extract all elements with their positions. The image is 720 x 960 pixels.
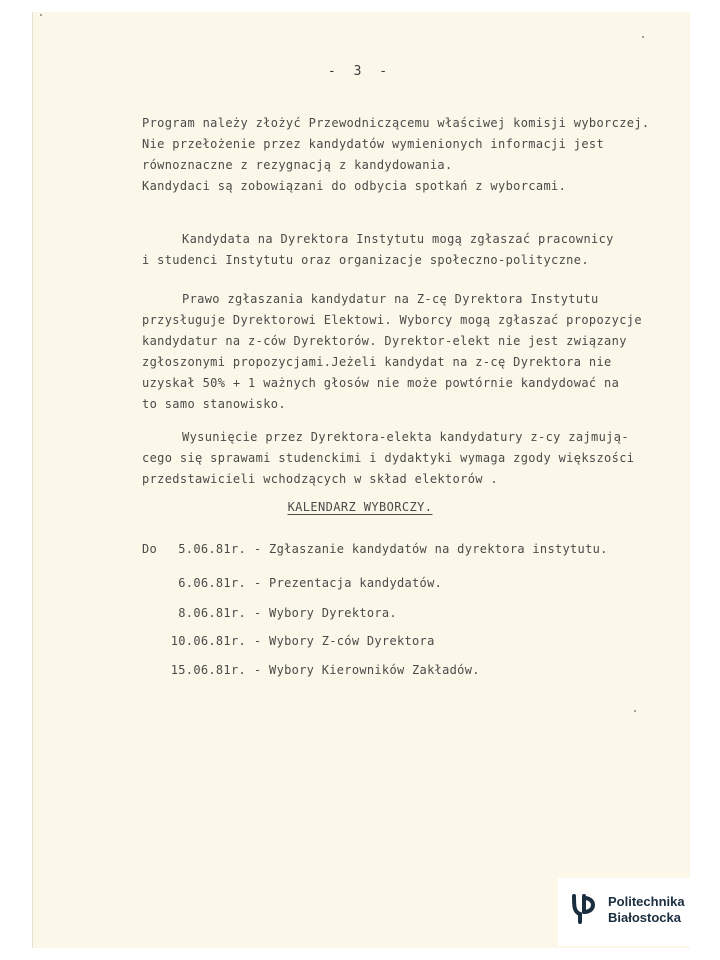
- text-line: cego się sprawami studenckimi i dydaktyki wymaga zgody większości: [142, 451, 635, 465]
- calendar-heading: KALENDARZ WYBORCZY.: [287, 500, 433, 514]
- page-edge: [32, 12, 33, 948]
- calendar-text: - Wybory Kierowników Zakładów.: [254, 663, 480, 677]
- text-line: Nie przełożenie przez kandydatów wymienionych informacji jest: [142, 137, 605, 151]
- text-line: równoznaczne z rezygnacją z kandydowania.: [142, 158, 453, 172]
- text-line: to samo stanowisko.: [142, 397, 286, 411]
- paper-speck: [642, 36, 644, 38]
- text-line: kandydatur na z-ców Dyrektorów. Dyrektor-elekt nie jest związany: [142, 334, 627, 348]
- calendar-date: 5.06.81r.: [178, 542, 246, 556]
- calendar-date: 6.06.81r.: [178, 576, 246, 590]
- text-line: przysługuje Dyrektorowi Elektowi. Wyborcy mogą zgłaszać propozycje: [142, 313, 642, 327]
- text-line: Kandydaci są zobowiązani do odbycia spotkań z wyborcami.: [142, 179, 567, 193]
- calendar-text: - Wybory Z-ców Dyrektora: [254, 634, 435, 648]
- calendar-date: 10.06.81r.: [170, 634, 246, 648]
- paper-speck: [634, 710, 636, 712]
- calendar-text: - Wybory Dyrektora.: [254, 606, 397, 620]
- politechnika-logo-icon: [570, 892, 598, 926]
- calendar-text: - Prezentacja kandydatów.: [254, 576, 443, 590]
- text-line: i studenci Instytutu oraz organizacje społeczno-polityczne.: [142, 253, 589, 267]
- text-line: uzyskał 50% + 1 ważnych głosów nie może powtórnie kandydować na: [142, 376, 620, 390]
- text-line: Kandydata na Dyrektora Instytutu mogą zgłaszać pracownicy: [182, 232, 614, 246]
- text-line: Prawo zgłaszania kandydatur na Z-cę Dyrektora Instytutu: [182, 292, 599, 306]
- text-line: Wysunięcie przez Dyrektora-elekta kandydatury z-cy zajmują-: [182, 430, 629, 444]
- brand-line-2: Białostocka: [608, 910, 681, 925]
- brand-line-1: Politechnika: [608, 894, 685, 909]
- calendar-date: 8.06.81r.: [178, 606, 246, 620]
- text-line: zgłoszonymi propozycjami.Jeżeli kandydat na z-cę Dyrektora nie: [142, 355, 612, 369]
- brand-watermark: [558, 878, 720, 946]
- page-number: - 3 -: [327, 64, 393, 79]
- calendar-date: 15.06.81r.: [170, 663, 246, 677]
- calendar-text: - Zgłaszanie kandydatów na dyrektora instytutu.: [254, 542, 608, 556]
- calendar-prefix: Do: [142, 542, 158, 556]
- text-line: Program należy złożyć Przewodniczącemu właściwej komisji wyborczej.: [142, 116, 650, 130]
- paper-speck: [40, 14, 42, 16]
- text-line: przedstawicieli wchodzących w skład elektorów .: [142, 472, 499, 486]
